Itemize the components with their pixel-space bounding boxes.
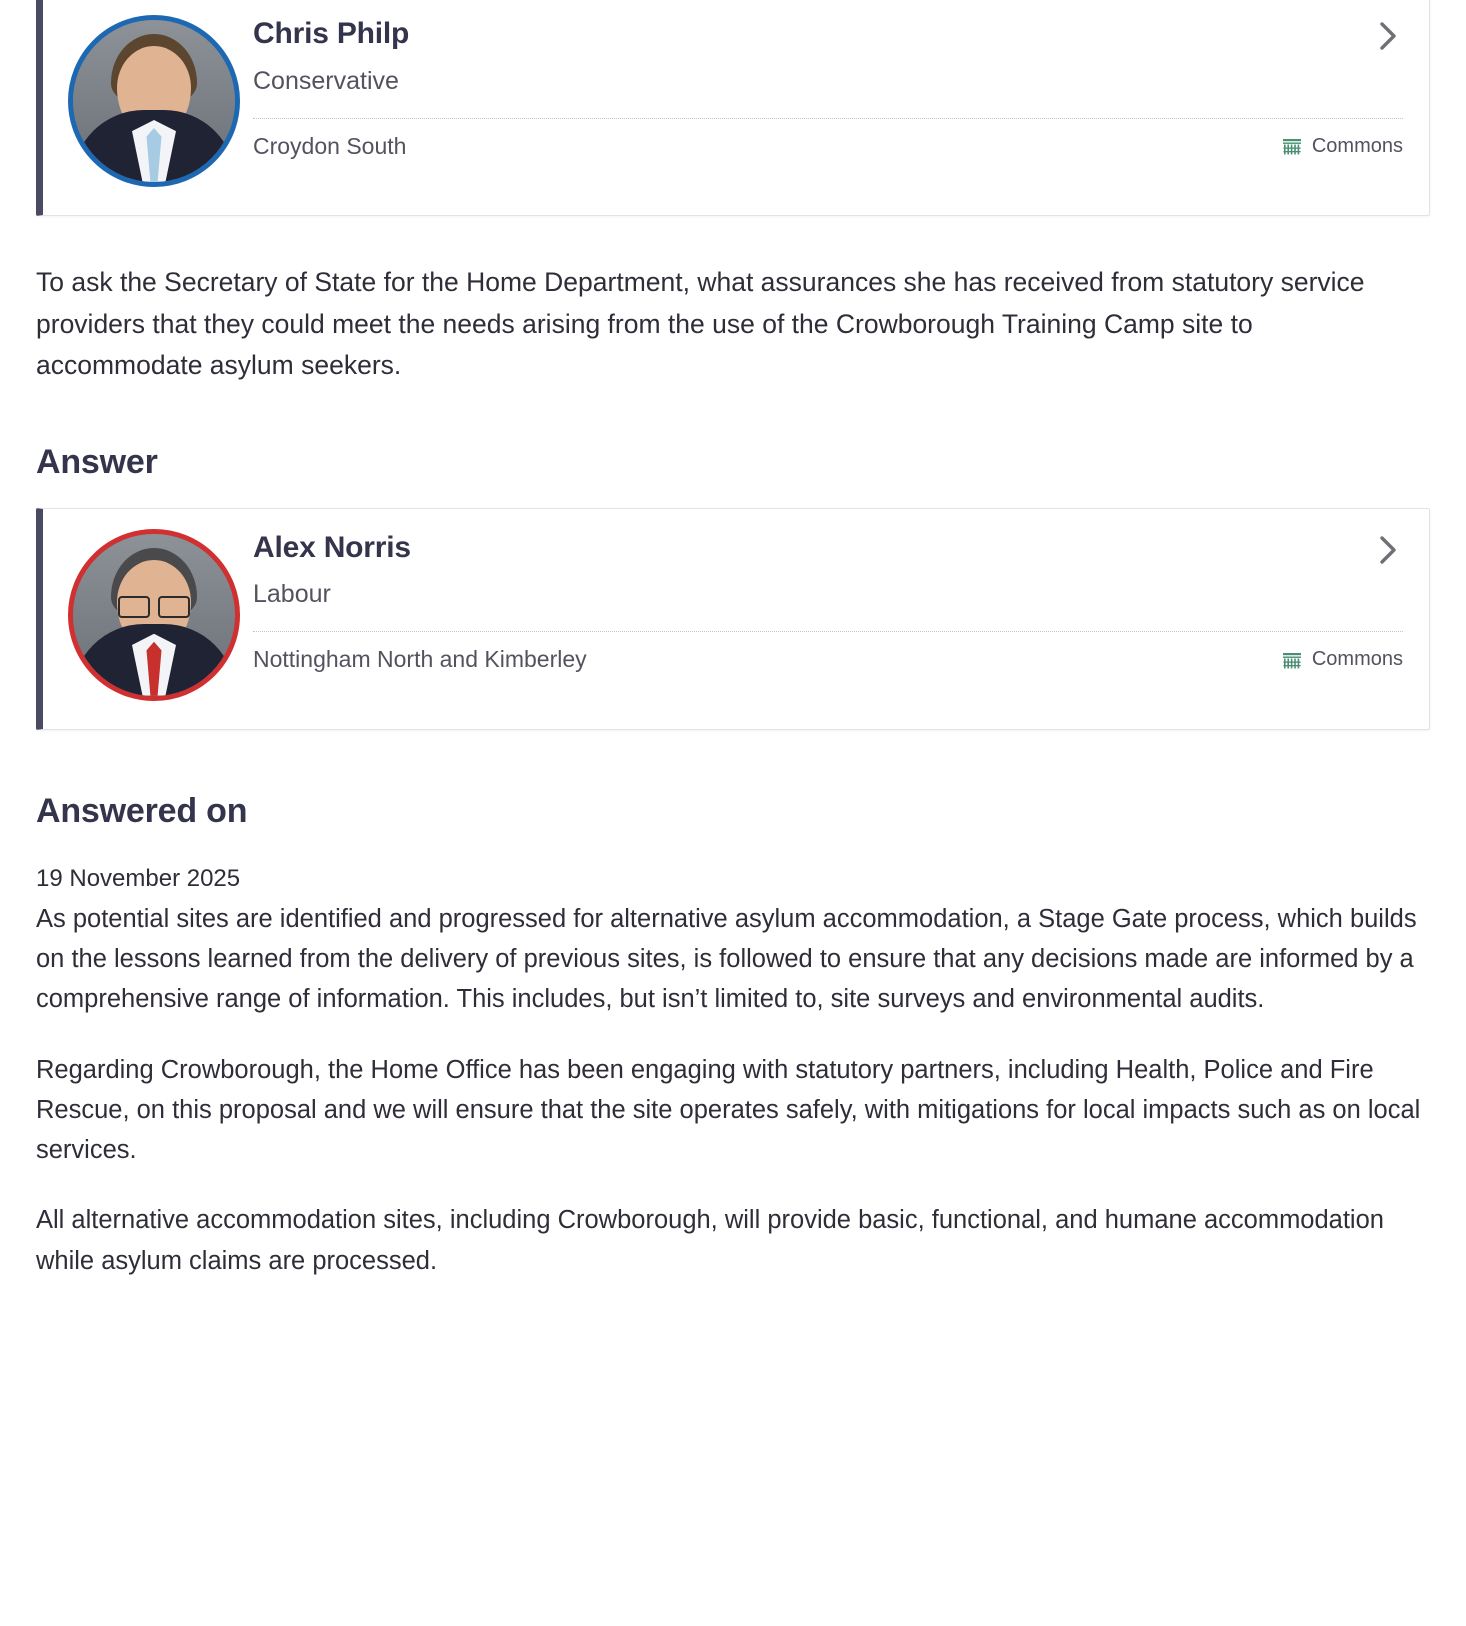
member-party: Conservative [253, 66, 399, 95]
question-member-card[interactable] [36, 0, 1430, 216]
member-name: Alex Norris [253, 530, 411, 564]
portrait-illustration [73, 20, 235, 182]
member-footer [253, 119, 1409, 176]
member-header [253, 17, 1409, 96]
answered-on-date: 19 November 2025 [36, 864, 241, 892]
portrait-illustration [73, 534, 235, 696]
member-constituency: Croydon South [253, 132, 407, 159]
member-header [253, 531, 1409, 610]
answer-body [36, 861, 1430, 1281]
question-text: To ask the Secretary of State for the Home Department, what assurances she has received from statutory service providers that they could meet the needs arising from the use of the Crowborough Training Camp site to accommodate asylum seekers. [36, 267, 1365, 381]
member-details [243, 11, 1409, 176]
house-label: Commons [1311, 134, 1403, 157]
member-footer [253, 632, 1409, 689]
chevron-right-icon[interactable] [1371, 19, 1405, 53]
member-party: Labour [253, 580, 331, 609]
answered-on-heading: Answered on [36, 791, 248, 830]
answer-paragraph: All alternative accommodation sites, including Crowborough, will provide basic, functional, and humane accommodation while asylum claims are processed. [36, 1206, 1384, 1275]
member-house [1281, 648, 1403, 671]
house-label: Commons [1311, 648, 1403, 671]
member-name: Chris Philp [253, 17, 410, 50]
answer-paragraph: Regarding Crowborough, the Home Office has been engaging with statutory partners, including Health, Police and Fire Rescue, on this proposal and we will ensure that the site operates safely, with mitigations for local impacts such as on local services. [36, 1055, 1421, 1165]
portcullis-icon [1281, 649, 1303, 671]
answer-heading: Answer [36, 442, 158, 481]
chevron-right-icon[interactable] [1371, 533, 1405, 567]
member-photo-conservative [68, 15, 240, 187]
avatar [65, 11, 243, 187]
member-details [243, 525, 1409, 690]
answer-member-card[interactable] [36, 508, 1430, 730]
avatar [65, 525, 243, 701]
answer-paragraph: As potential sites are identified and progressed for alternative asylum accommodation, a Stage Gate process, which builds on the lessons learned from the delivery of previous sites, is followed to ensure that any decisions made are informed by a comprehensive range of information. This includes, but isn’t limited to, site surveys and environmental audits. [36, 904, 1417, 1014]
portrait-glasses [118, 596, 190, 614]
member-house [1281, 135, 1403, 158]
portcullis-icon [1281, 135, 1303, 157]
member-constituency: Nottingham North and Kimberley [253, 646, 587, 673]
member-photo-labour [68, 529, 240, 701]
